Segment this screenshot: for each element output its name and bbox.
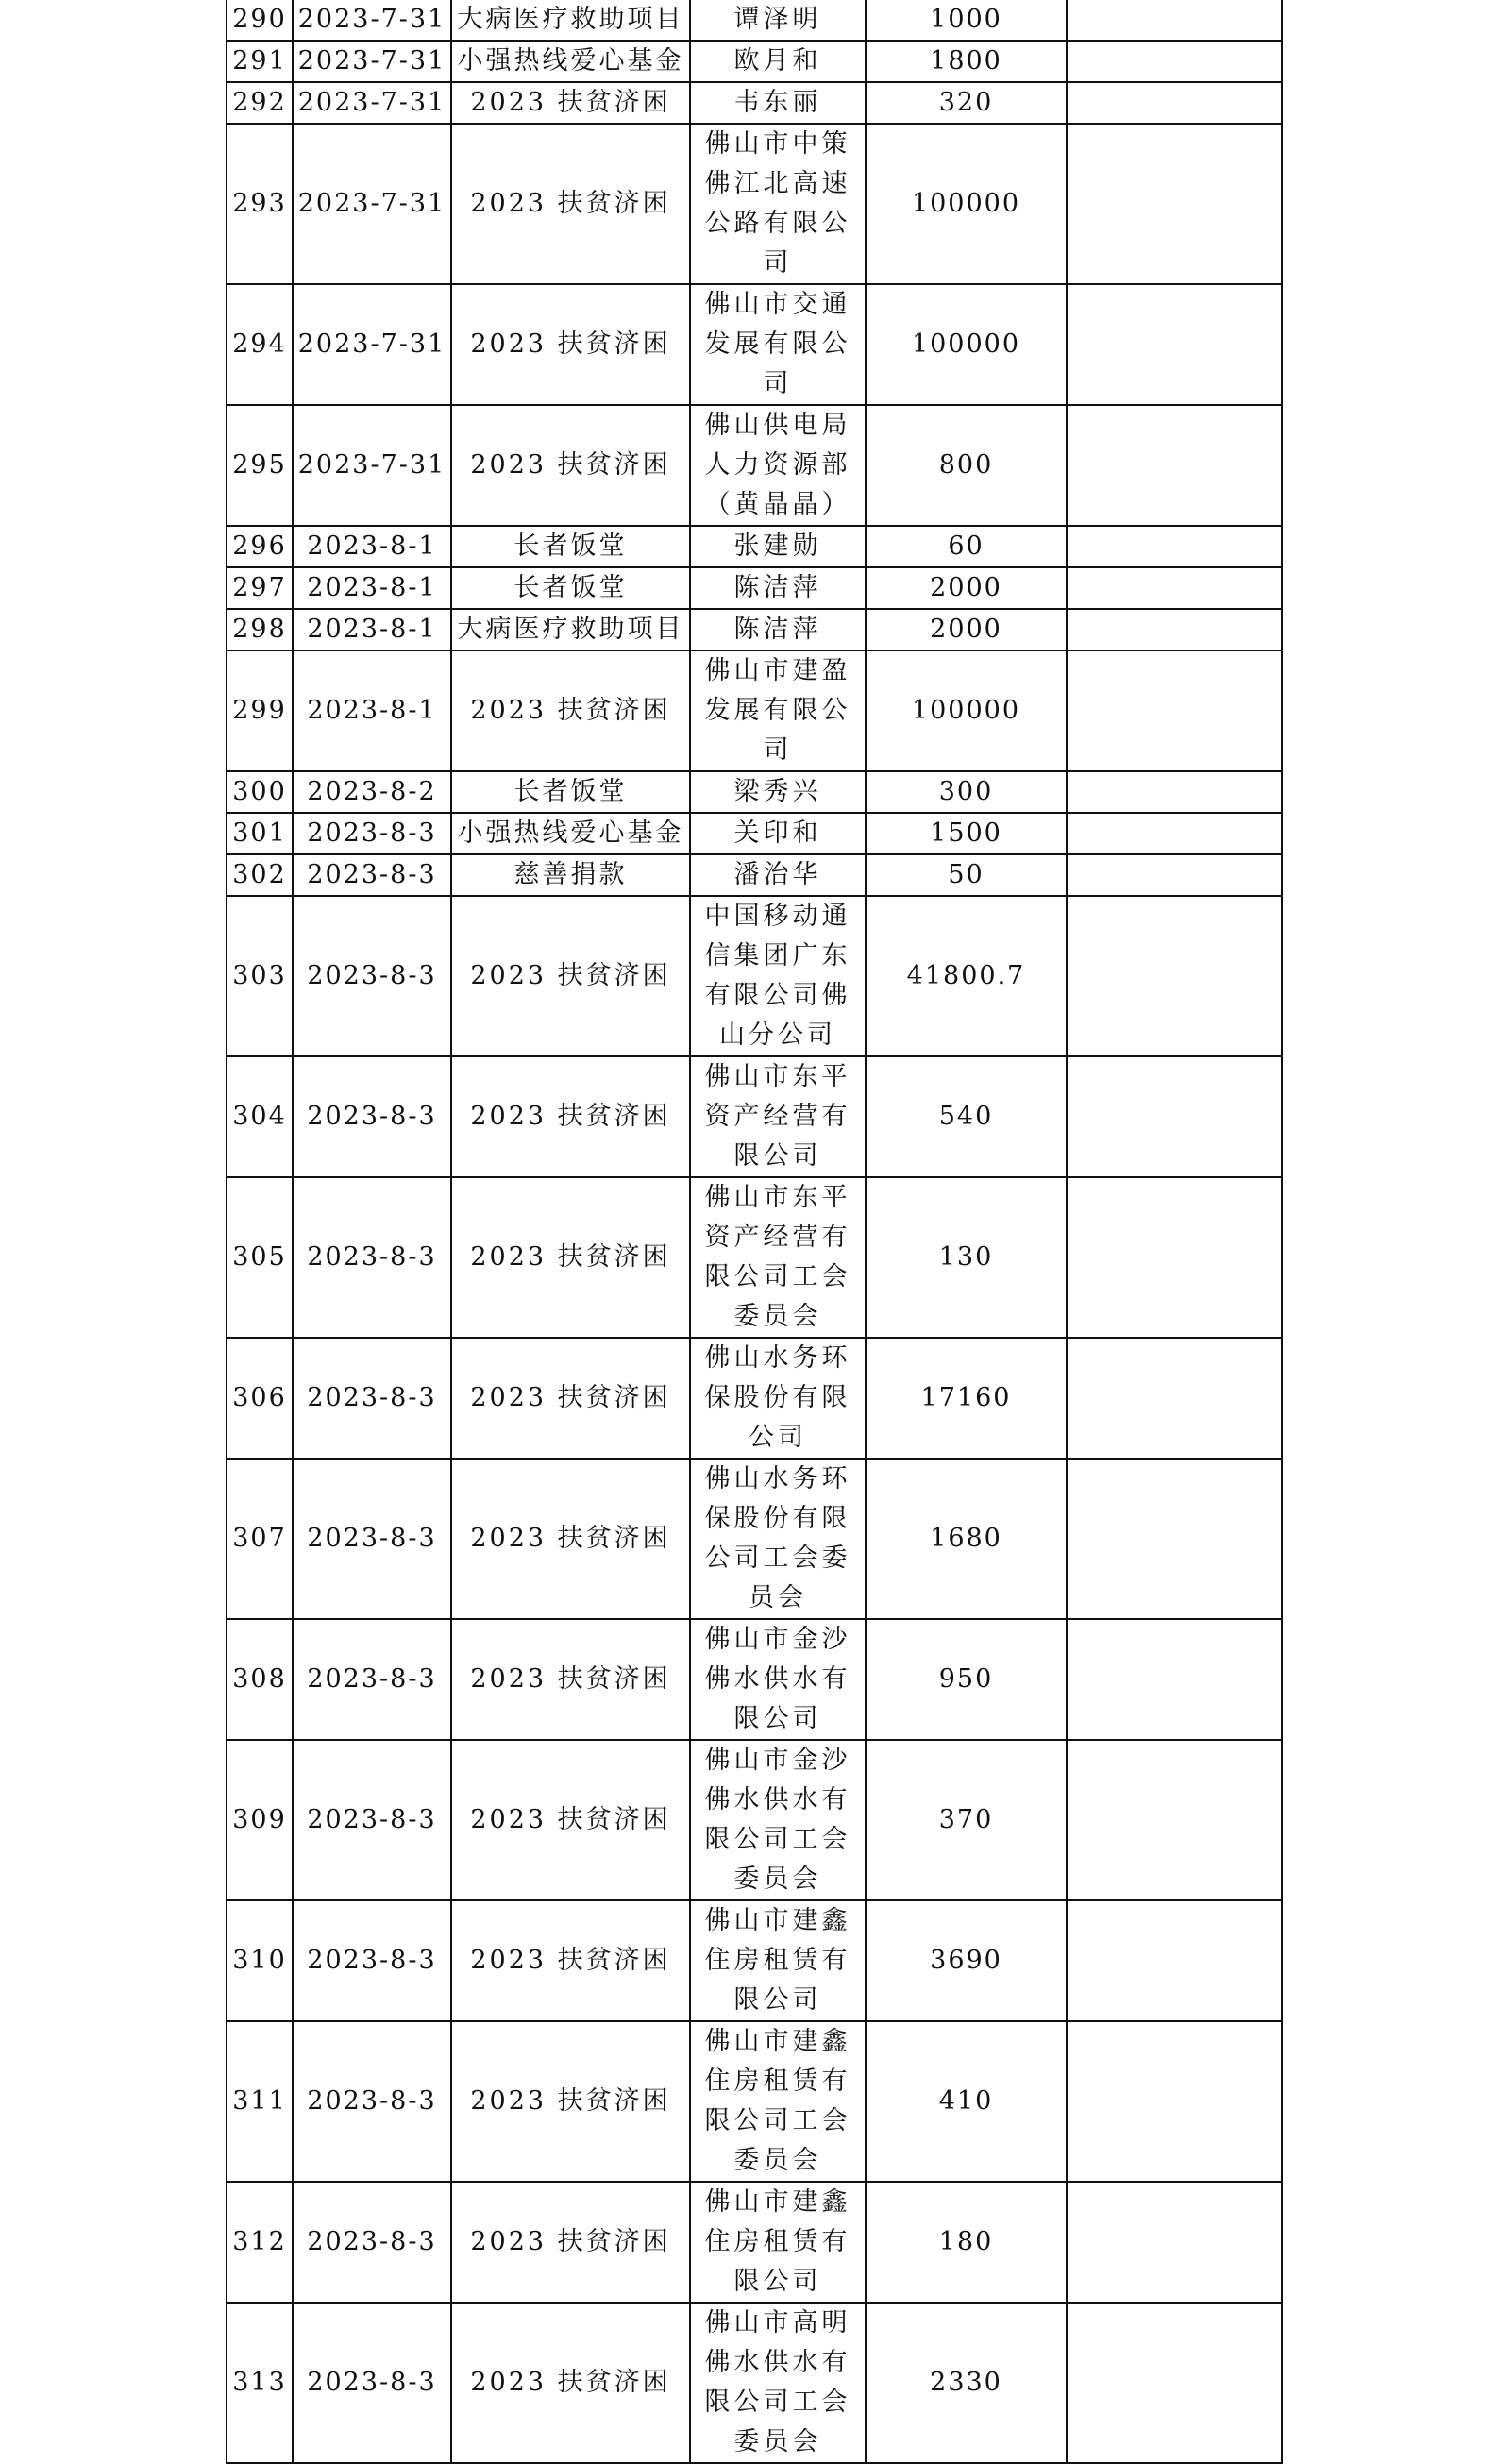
- remark-cell: [1067, 82, 1282, 124]
- remark-cell: [1067, 2021, 1282, 2182]
- donation-date: 2023-8-2: [293, 771, 451, 813]
- remark-cell: [1067, 1338, 1282, 1459]
- row-number: 293: [227, 124, 293, 284]
- project-name: 2023 扶贫济困: [451, 2303, 690, 2463]
- donor-name: 佛山水务环保股份有限公司工会委员会: [690, 1459, 866, 1619]
- table-row: [227, 2182, 1282, 2303]
- table-row: [227, 526, 1282, 567]
- row-number: 312: [227, 2182, 293, 2303]
- table-row: [227, 1177, 1282, 1338]
- donation-amount: 60: [866, 526, 1067, 567]
- row-number: 294: [227, 284, 293, 405]
- donation-date: 2023-8-3: [293, 2303, 451, 2463]
- donation-amount: 130: [866, 1177, 1067, 1338]
- donation-date: 2023-8-1: [293, 526, 451, 567]
- remark-cell: [1067, 1056, 1282, 1177]
- remark-cell: [1067, 1740, 1282, 1900]
- project-name: 长者饭堂: [451, 771, 690, 813]
- row-number: 298: [227, 609, 293, 650]
- project-name: 2023 扶贫济困: [451, 650, 690, 771]
- donation-table: [226, 0, 1283, 2464]
- remark-cell: [1067, 2182, 1282, 2303]
- donor-name: 佛山水务环保股份有限公司: [690, 1338, 866, 1459]
- project-name: 2023 扶贫济困: [451, 1338, 690, 1459]
- donor-name: 陈洁萍: [690, 567, 866, 609]
- donation-amount: 3690: [866, 1900, 1067, 2021]
- donation-date: 2023-8-1: [293, 567, 451, 609]
- project-name: 慈善捐款: [451, 854, 690, 896]
- donation-amount: 800: [866, 405, 1067, 526]
- donor-name: 张建勋: [690, 526, 866, 567]
- row-number: 306: [227, 1338, 293, 1459]
- row-number: 304: [227, 1056, 293, 1177]
- table-row: [227, 771, 1282, 813]
- row-number: 300: [227, 771, 293, 813]
- row-number: 301: [227, 813, 293, 854]
- table-row: [227, 1900, 1282, 2021]
- remark-cell: [1067, 1619, 1282, 1740]
- remark-cell: [1067, 0, 1282, 41]
- donor-name: 谭泽明: [690, 0, 866, 41]
- donation-amount: 410: [866, 2021, 1067, 2182]
- donation-table-body: [227, 0, 1282, 2463]
- project-name: 2023 扶贫济困: [451, 2021, 690, 2182]
- table-row: [227, 854, 1282, 896]
- donation-amount: 100000: [866, 124, 1067, 284]
- project-name: 2023 扶贫济困: [451, 1459, 690, 1619]
- table-row: [227, 650, 1282, 771]
- donor-name: 佛山市建鑫住房租赁有限公司: [690, 1900, 866, 2021]
- remark-cell: [1067, 526, 1282, 567]
- row-number: 307: [227, 1459, 293, 1619]
- row-number: 302: [227, 854, 293, 896]
- donor-name: 佛山市金沙佛水供水有限公司工会委员会: [690, 1740, 866, 1900]
- donation-date: 2023-8-3: [293, 1338, 451, 1459]
- table-row: [227, 1459, 1282, 1619]
- donation-date: 2023-8-3: [293, 2021, 451, 2182]
- donor-name: 佛山市建鑫住房租赁有限公司: [690, 2182, 866, 2303]
- project-name: 大病医疗救助项目: [451, 609, 690, 650]
- table-row: [227, 82, 1282, 124]
- donor-name: 佛山市建鑫住房租赁有限公司工会委员会: [690, 2021, 866, 2182]
- donation-amount: 41800.7: [866, 896, 1067, 1056]
- remark-cell: [1067, 1459, 1282, 1619]
- project-name: 2023 扶贫济困: [451, 1177, 690, 1338]
- donation-amount: 540: [866, 1056, 1067, 1177]
- project-name: 长者饭堂: [451, 526, 690, 567]
- donor-name: 佛山市高明佛水供水有限公司工会委员会: [690, 2303, 866, 2463]
- donation-amount: 100000: [866, 284, 1067, 405]
- row-number: 303: [227, 896, 293, 1056]
- project-name: 2023 扶贫济困: [451, 405, 690, 526]
- donation-amount: 1500: [866, 813, 1067, 854]
- row-number: 290: [227, 0, 293, 41]
- table-row: [227, 124, 1282, 284]
- donor-name: 中国移动通信集团广东有限公司佛山分公司: [690, 896, 866, 1056]
- donor-name: 韦东丽: [690, 82, 866, 124]
- donation-date: 2023-7-31: [293, 82, 451, 124]
- donation-date: 2023-7-31: [293, 0, 451, 41]
- row-number: 297: [227, 567, 293, 609]
- donor-name: 潘治华: [690, 854, 866, 896]
- donation-amount: 370: [866, 1740, 1067, 1900]
- table-row: [227, 405, 1282, 526]
- project-name: 2023 扶贫济困: [451, 124, 690, 284]
- project-name: 小强热线爱心基金: [451, 41, 690, 82]
- donor-name: 佛山供电局人力资源部（黄晶晶）: [690, 405, 866, 526]
- donation-date: 2023-8-3: [293, 1459, 451, 1619]
- donor-name: 关印和: [690, 813, 866, 854]
- donor-name: 佛山市金沙佛水供水有限公司: [690, 1619, 866, 1740]
- donation-date: 2023-8-3: [293, 813, 451, 854]
- donation-date: 2023-8-3: [293, 854, 451, 896]
- table-row: [227, 813, 1282, 854]
- donation-date: 2023-8-3: [293, 2182, 451, 2303]
- donation-date: 2023-8-3: [293, 1900, 451, 2021]
- donor-name: 佛山市东平资产经营有限公司: [690, 1056, 866, 1177]
- remark-cell: [1067, 854, 1282, 896]
- table-row: [227, 0, 1282, 41]
- row-number: 305: [227, 1177, 293, 1338]
- donor-name: 陈洁萍: [690, 609, 866, 650]
- donor-name: 佛山市东平资产经营有限公司工会委员会: [690, 1177, 866, 1338]
- remark-cell: [1067, 771, 1282, 813]
- remark-cell: [1067, 567, 1282, 609]
- table-row: [227, 1338, 1282, 1459]
- table-row: [227, 1056, 1282, 1177]
- project-name: 2023 扶贫济困: [451, 896, 690, 1056]
- donation-amount: 180: [866, 2182, 1067, 2303]
- remark-cell: [1067, 41, 1282, 82]
- donation-amount: 2000: [866, 609, 1067, 650]
- row-number: 308: [227, 1619, 293, 1740]
- donation-date: 2023-8-1: [293, 609, 451, 650]
- table-row: [227, 2021, 1282, 2182]
- remark-cell: [1067, 1177, 1282, 1338]
- table-row: [227, 896, 1282, 1056]
- donation-amount: 2000: [866, 567, 1067, 609]
- remark-cell: [1067, 609, 1282, 650]
- donor-name: 佛山市交通发展有限公司: [690, 284, 866, 405]
- table-row: [227, 41, 1282, 82]
- remark-cell: [1067, 2303, 1282, 2463]
- row-number: 311: [227, 2021, 293, 2182]
- remark-cell: [1067, 1900, 1282, 2021]
- donor-name: 佛山市建盈发展有限公司: [690, 650, 866, 771]
- project-name: 大病医疗救助项目: [451, 0, 690, 41]
- donation-date: 2023-8-3: [293, 896, 451, 1056]
- row-number: 292: [227, 82, 293, 124]
- project-name: 2023 扶贫济困: [451, 1900, 690, 2021]
- row-number: 291: [227, 41, 293, 82]
- donation-date: 2023-7-31: [293, 124, 451, 284]
- project-name: 2023 扶贫济困: [451, 1740, 690, 1900]
- donor-name: 梁秀兴: [690, 771, 866, 813]
- donation-date: 2023-8-3: [293, 1619, 451, 1740]
- donation-amount: 17160: [866, 1338, 1067, 1459]
- remark-cell: [1067, 124, 1282, 284]
- donation-amount: 100000: [866, 650, 1067, 771]
- donation-amount: 950: [866, 1619, 1067, 1740]
- remark-cell: [1067, 896, 1282, 1056]
- remark-cell: [1067, 650, 1282, 771]
- project-name: 小强热线爱心基金: [451, 813, 690, 854]
- project-name: 2023 扶贫济困: [451, 82, 690, 124]
- row-number: 313: [227, 2303, 293, 2463]
- row-number: 310: [227, 1900, 293, 2021]
- row-number: 309: [227, 1740, 293, 1900]
- project-name: 2023 扶贫济困: [451, 2182, 690, 2303]
- row-number: 299: [227, 650, 293, 771]
- project-name: 2023 扶贫济困: [451, 1619, 690, 1740]
- donation-date: 2023-8-3: [293, 1056, 451, 1177]
- remark-cell: [1067, 284, 1282, 405]
- donor-name: 佛山市中策佛江北高速公路有限公司: [690, 124, 866, 284]
- donation-date: 2023-7-31: [293, 405, 451, 526]
- project-name: 2023 扶贫济困: [451, 1056, 690, 1177]
- table-row: [227, 2303, 1282, 2463]
- donor-name: 欧月和: [690, 41, 866, 82]
- remark-cell: [1067, 813, 1282, 854]
- row-number: 295: [227, 405, 293, 526]
- donation-date: 2023-8-1: [293, 650, 451, 771]
- donation-amount: 300: [866, 771, 1067, 813]
- table-row: [227, 284, 1282, 405]
- table-row: [227, 567, 1282, 609]
- row-number: 296: [227, 526, 293, 567]
- donation-date: 2023-8-3: [293, 1177, 451, 1338]
- donation-amount: 1000: [866, 0, 1067, 41]
- project-name: 2023 扶贫济困: [451, 284, 690, 405]
- donation-amount: 2330: [866, 2303, 1067, 2463]
- table-row: [227, 1619, 1282, 1740]
- donation-amount: 1680: [866, 1459, 1067, 1619]
- donation-date: 2023-8-3: [293, 1740, 451, 1900]
- table-row: [227, 1740, 1282, 1900]
- donation-amount: 50: [866, 854, 1067, 896]
- donation-amount: 320: [866, 82, 1067, 124]
- donation-date: 2023-7-31: [293, 284, 451, 405]
- donation-amount: 1800: [866, 41, 1067, 82]
- donation-date: 2023-7-31: [293, 41, 451, 82]
- table-row: [227, 609, 1282, 650]
- remark-cell: [1067, 405, 1282, 526]
- project-name: 长者饭堂: [451, 567, 690, 609]
